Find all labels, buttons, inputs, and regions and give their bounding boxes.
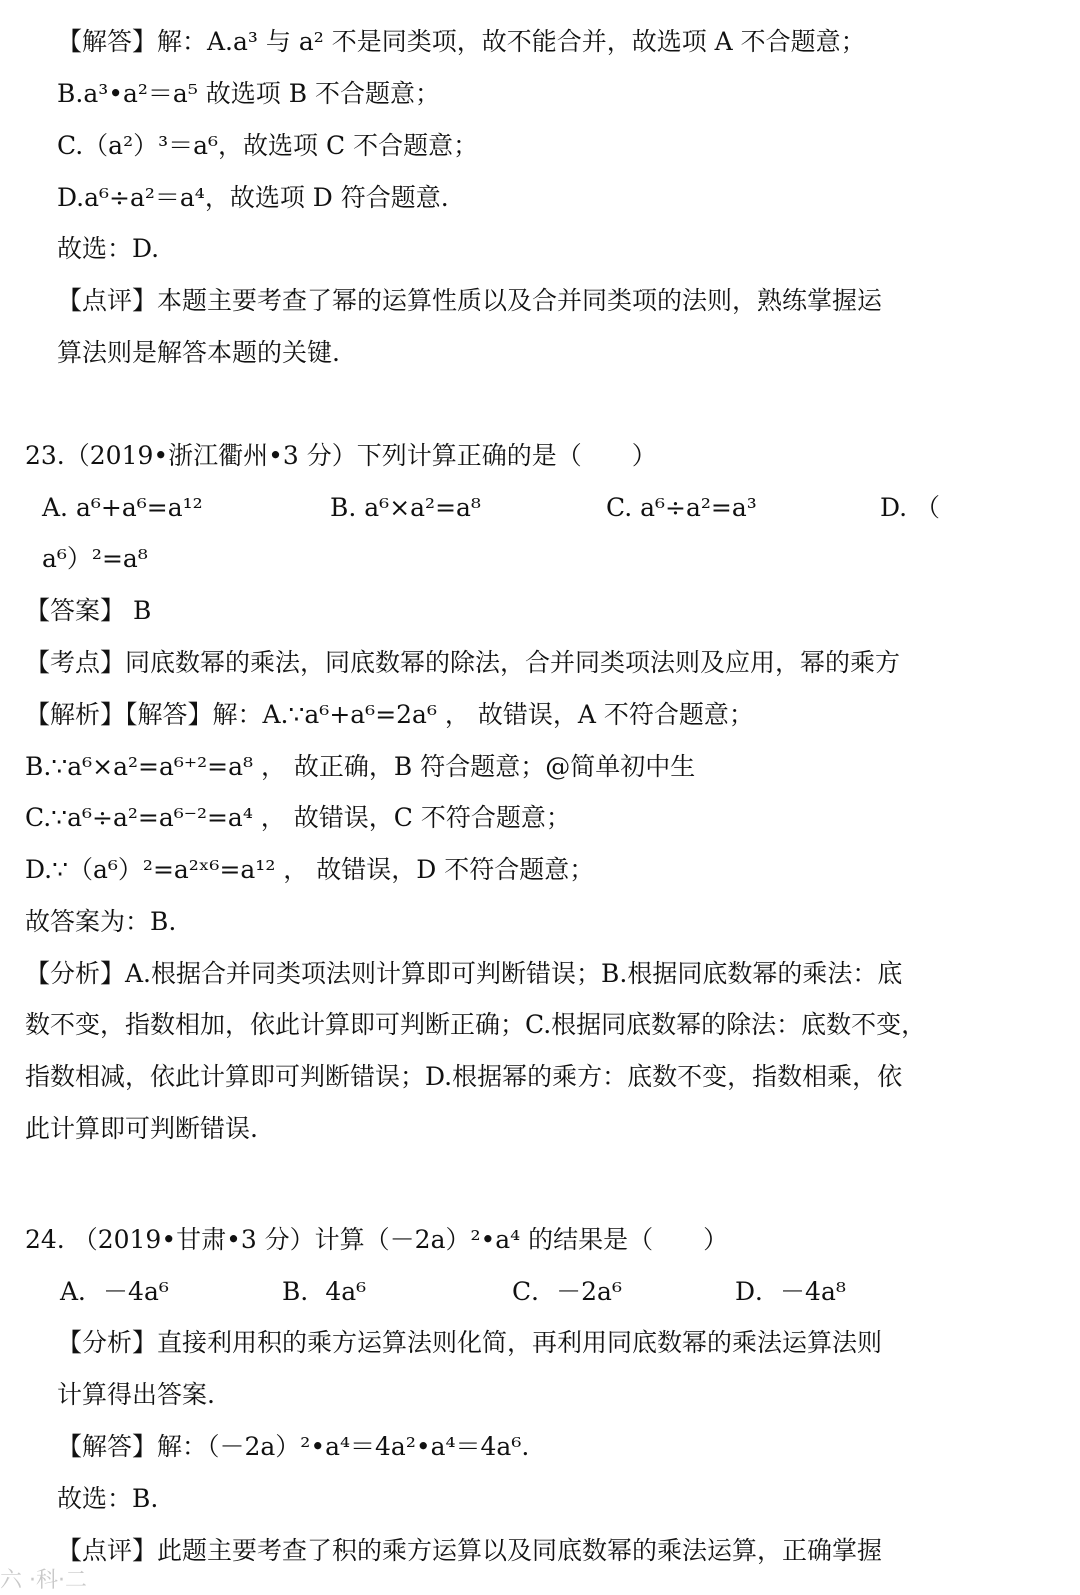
q23-solution-line-3: C.∵a⁶÷a²=a⁶⁻²=a⁴ ， 故错误，C 不符合题意； xyxy=(25,803,571,832)
q24-stem: 24. （2019•甘肃•3 分）计算（－2a）²•a⁴ 的结果是（ ） xyxy=(25,1225,729,1254)
q23-stem: 23.（2019•浙江衢州•3 分）下列计算正确的是（ ） xyxy=(25,441,657,470)
q24-option-d: D．－4a⁸ xyxy=(735,1277,846,1306)
q23-analysis-line-4: 此计算即可判断错误. xyxy=(25,1114,258,1143)
q23-option-b: B. a⁶×a²=a⁸ xyxy=(330,493,481,522)
q23-option-d-end: a⁶）²=a⁸ xyxy=(42,544,148,573)
q24-analysis-line-1: 【分析】直接利用积的乘方运算法则化简，再利用同底数幂的乘法运算法则 xyxy=(57,1328,883,1357)
q24-review-line-1: 【点评】此题主要考查了积的乘方运算以及同底数幂的乘法运算，正确掌握 xyxy=(57,1536,883,1565)
watermark: 六 ·科·二 xyxy=(0,1568,87,1593)
q23-solution-line-1: 【解析】【解答】解：A.∵a⁶+a⁶=2a⁶ ， 故错误，A 不符合题意； xyxy=(25,700,754,729)
q23-option-a: A. a⁶+a⁶=a¹² xyxy=(42,493,203,522)
q22-review-line-1: 【点评】本题主要考查了幂的运算性质以及合并同类项的法则，熟练掌握运 xyxy=(57,286,883,315)
q22-conclusion: 故选：D. xyxy=(57,234,160,263)
q23-option-c: C. a⁶÷a²=a³ xyxy=(606,493,757,522)
q23-knowledge-point: 【考点】同底数幂的乘法，同底数幂的除法，合并同类项法则及应用，幂的乘方 xyxy=(25,648,901,677)
q22-solution-line-1: 【解答】解：A.a³ 与 a² 不是同类项，故不能合并，故选项 A 不合题意； xyxy=(57,27,866,56)
q24-conclusion: 故选：B. xyxy=(57,1484,159,1513)
q24-analysis-line-2: 计算得出答案. xyxy=(57,1380,215,1409)
q22-solution-line-4: D.a⁶÷a²＝a⁴，故选项 D 符合题意. xyxy=(57,183,449,212)
q23-analysis-line-1: 【分析】A.根据合并同类项法则计算即可判断错误；B.根据同底数幂的乘法：底 xyxy=(25,959,903,988)
q24-solution: 【解答】解：（－2a）²•a⁴＝4a²•a⁴＝4a⁶. xyxy=(57,1432,530,1461)
q22-solution-line-3: C.（a²）³＝a⁶，故选项 C 不合题意； xyxy=(57,131,479,160)
q23-solution-line-4: D.∵（a⁶）²=a²ˣ⁶=a¹² ， 故错误，D 不符合题意； xyxy=(25,855,595,884)
q22-solution-line-2: B.a³•a²＝a⁵ 故选项 B 不合题意； xyxy=(57,79,441,108)
q24-option-b: B．4a⁶ xyxy=(282,1277,367,1306)
q23-option-d-start: D. （ xyxy=(880,493,941,522)
q23-conclusion: 故答案为：B. xyxy=(25,907,177,936)
q23-answer: 【答案】 B xyxy=(25,596,152,625)
q23-analysis-line-2: 数不变，指数相加，依此计算即可判断正确；C.根据同底数幂的除法：底数不变， xyxy=(25,1010,927,1039)
q24-option-c: C．－2a⁶ xyxy=(512,1277,622,1306)
q22-review-line-2: 算法则是解答本题的关键. xyxy=(57,338,340,367)
q23-analysis-line-3: 指数相减，依此计算即可判断错误；D.根据幂的乘方：底数不变，指数相乘，依 xyxy=(25,1062,903,1091)
q24-option-a: A．－4a⁶ xyxy=(60,1277,169,1306)
q23-solution-line-2: B.∵a⁶×a²=a⁶⁺²=a⁸ ， 故正确，B 符合题意；@简单初中生 xyxy=(25,752,696,781)
